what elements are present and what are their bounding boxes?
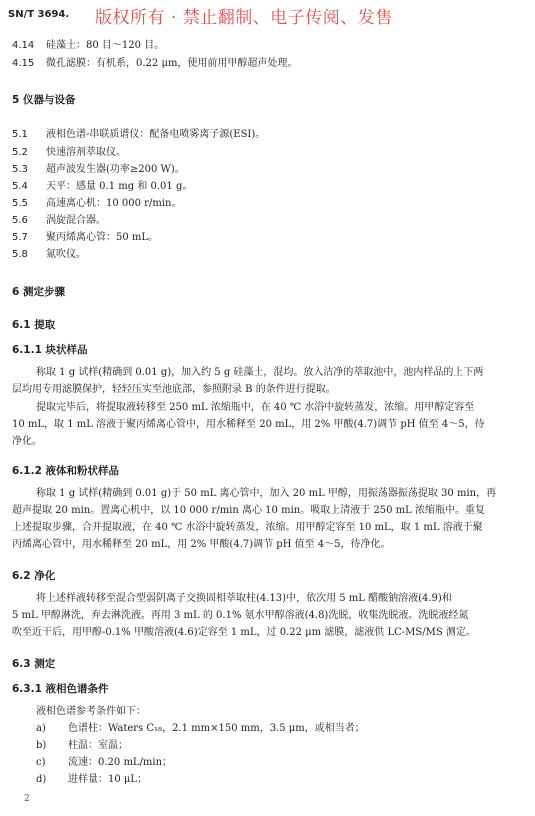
paragraph-line: 液相色谱参考条件如下： xyxy=(36,706,146,717)
section-6-1-heading: 6.1 提取 xyxy=(12,319,56,331)
clause-4-15: 4.15 微孔滤膜：有机系，0.22 μm，使用前用甲醇超声处理。 xyxy=(12,58,298,69)
clause-5-3: 5.3 超声波发生器(功率≥200 W)。 xyxy=(12,164,185,175)
list-item: d) 进样量：10 μL； xyxy=(36,774,148,785)
clause-5-2: 5.2 快速溶剂萃取仪。 xyxy=(12,147,126,158)
paragraph-line: 丙烯离心管中，用水稀释至 20 mL，用 2% 甲酸(4.7)调节 pH 值至 4～5，待净化。 xyxy=(12,539,391,550)
paragraph-line: 层均用专用滤膜保护，轻轻压实至池底部，参照附录 B 的条件进行提取。 xyxy=(12,384,336,395)
list-item: c) 流速：0.20 mL/min； xyxy=(36,757,173,768)
list-item: b) 柱温：室温； xyxy=(36,740,128,751)
section-5-heading: 5 仪器与设备 xyxy=(12,94,76,106)
clause-4-14: 4.14 硅藻土：80 目～120 目。 xyxy=(12,40,165,51)
clause-5-8: 5.8 氮吹仪。 xyxy=(12,249,86,260)
paragraph-line: 称取 1 g 试样(精确到 0.01 g)，加入约 5 g 硅藻土，混均。放入洁净的萃取池中，池内样品的上下两 xyxy=(36,367,484,378)
section-6-3-heading: 6.3 测定 xyxy=(12,658,56,670)
section-6-3-1-heading: 6.3.1 液相色谱条件 xyxy=(12,683,109,695)
clause-5-7: 5.7 聚丙烯离心管：50 mL。 xyxy=(12,232,159,243)
paragraph-line: 10 mL，取 1 mL 溶液于聚丙烯离心管中，用水稀释至 20 mL，用 2% 甲酸(4.7)调节 pH 值至 4～5，待 xyxy=(12,419,485,430)
paragraph-line: 称取 1 g 试样(精确到 0.01 g)于 50 mL 离心管中，加入 20 mL 甲醇，用振荡器振荡提取 30 min，再 xyxy=(36,488,497,499)
section-6-heading: 6 测定步骤 xyxy=(12,286,65,298)
copyright-watermark: 版权所有 · 禁止翻制、电子传阅、发售 xyxy=(95,8,393,28)
clause-5-4: 5.4 天平：感量 0.1 mg 和 0.01 g。 xyxy=(12,181,193,192)
section-6-1-2-heading: 6.1.2 液体和粉状样品 xyxy=(12,465,120,477)
paragraph-line: 超声提取 20 min。置离心机中，以 10 000 r/min 离心 10 min。吸取上清液于 250 mL 浓缩瓶中。重复 xyxy=(12,505,485,516)
list-item: a) 色谱柱：Waters C₁₈，2.1 mm×150 mm，3.5 μm，或相当者； xyxy=(36,723,365,734)
section-6-1-1-heading: 6.1.1 块状样品 xyxy=(12,344,88,356)
paragraph-line: 上述提取步骤，合并提取液，在 40 ℃ 水浴中旋转蒸发，浓缩。用甲醇定容至 10 mL，取 1 mL 溶液于聚 xyxy=(12,522,483,533)
paragraph-line: 5 mL 甲醇淋洗，弃去淋洗液。再用 3 mL 的 0.1% 氨水甲醇溶液(4.8)洗脱，收集洗脱液。洗脱液经氮 xyxy=(12,610,469,621)
clause-5-1: 5.1 液相色谱-串联质谱仪：配备电喷雾离子源(ESI)。 xyxy=(12,129,266,140)
clause-5-5: 5.5 高速离心机：10 000 r/min。 xyxy=(12,198,182,209)
page-number: 2 xyxy=(24,794,30,804)
paragraph-line: 提取完毕后，将提取液转移至 250 mL 浓缩瓶中，在 40 ℃ 水浴中旋转蒸发，浓缩。用甲醇定容至 xyxy=(36,402,475,413)
section-6-2-heading: 6.2 净化 xyxy=(12,570,56,582)
paragraph-line: 净化。 xyxy=(12,436,42,447)
clause-5-6: 5.6 涡旋混合器。 xyxy=(12,215,106,226)
standard-code: SN/T 3694. xyxy=(8,9,70,20)
paragraph-line: 将上述样液转移至混合型弱阴离子交换固相萃取柱(4.13)中，依次用 5 mL 醋酸钠溶液(4.9)和 xyxy=(36,593,452,604)
paragraph-line: 吹至近干后，用甲醇-0.1% 甲酸溶液(4.6)定容至 1 mL，过 0.22 μm 滤膜，滤液供 LC-MS/MS 测定。 xyxy=(12,627,476,638)
